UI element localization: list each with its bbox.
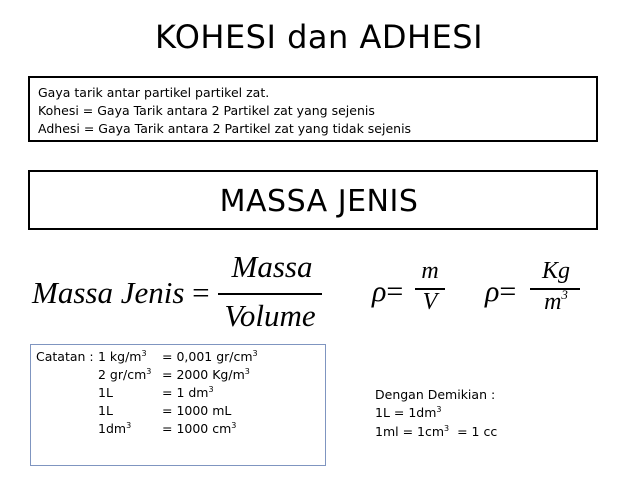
formula-denominator: V	[422, 289, 438, 315]
catatan-row-left: $1dm^3$	[98, 421, 132, 436]
catatan-row-right: = 1000 mL	[162, 403, 232, 418]
catatan-row-left: 2 $gr/cm^3$	[98, 367, 152, 382]
formula-denominator: Volume	[224, 298, 316, 333]
demikian-line: $1L = 1dm^3$	[375, 405, 442, 420]
formula-denominator	[528, 289, 584, 316]
definition-box	[28, 76, 598, 142]
formula-numerator: Massa	[231, 249, 313, 284]
formula-rho-m-v-lhs	[372, 275, 403, 309]
catatan-row-left: 1 $kg/m^3$	[98, 349, 147, 364]
rho-symbol: ρ	[372, 275, 387, 308]
formula-lhs-text: Massa Jenis	[32, 275, 185, 310]
equals-sign: =	[499, 275, 517, 308]
catatan-row-right: = 2000 $Kg/m^3$	[162, 367, 250, 382]
section-title: MASSA JENIS	[219, 184, 419, 219]
catatan-row-left: 1L	[98, 385, 113, 400]
catatan-row-right: = 0,001 $gr/cm^3$	[162, 349, 258, 364]
equals-sign: =	[386, 275, 404, 308]
formula-numerator: m	[421, 258, 439, 284]
denominator-base: m	[544, 289, 562, 315]
page-title: KOHESI dan ADHESI	[154, 18, 484, 56]
catatan-row-right: = 1000 $cm^3$	[162, 421, 237, 436]
equals-sign: =	[192, 275, 210, 310]
definition-line: Gaya tarik antar partikel partikel zat.	[38, 85, 270, 100]
rho-symbol: ρ	[485, 275, 500, 308]
demikian-line: $1ml = 1cm^3 = 1$ cc	[375, 424, 498, 439]
fraction-bar	[218, 293, 322, 295]
denominator-exponent: 3	[561, 287, 568, 302]
formula-numerator: Kg	[541, 258, 570, 284]
catatan-row-right: = 1 $dm^3$	[162, 385, 214, 400]
formula-rho-kg-m3-lhs	[485, 275, 516, 309]
catatan-label: Catatan :	[36, 349, 94, 364]
catatan-row-left: 1L	[98, 403, 113, 418]
formula-massa-jenis-lhs	[32, 275, 210, 311]
demikian-heading: Dengan Demikian :	[375, 387, 496, 402]
definition-line: Adhesi = Gaya Tarik antara 2 Partikel zat yang tidak sejenis	[38, 121, 412, 136]
definition-line: Kohesi = Gaya Tarik antara 2 Partikel zat yang sejenis	[38, 103, 375, 118]
